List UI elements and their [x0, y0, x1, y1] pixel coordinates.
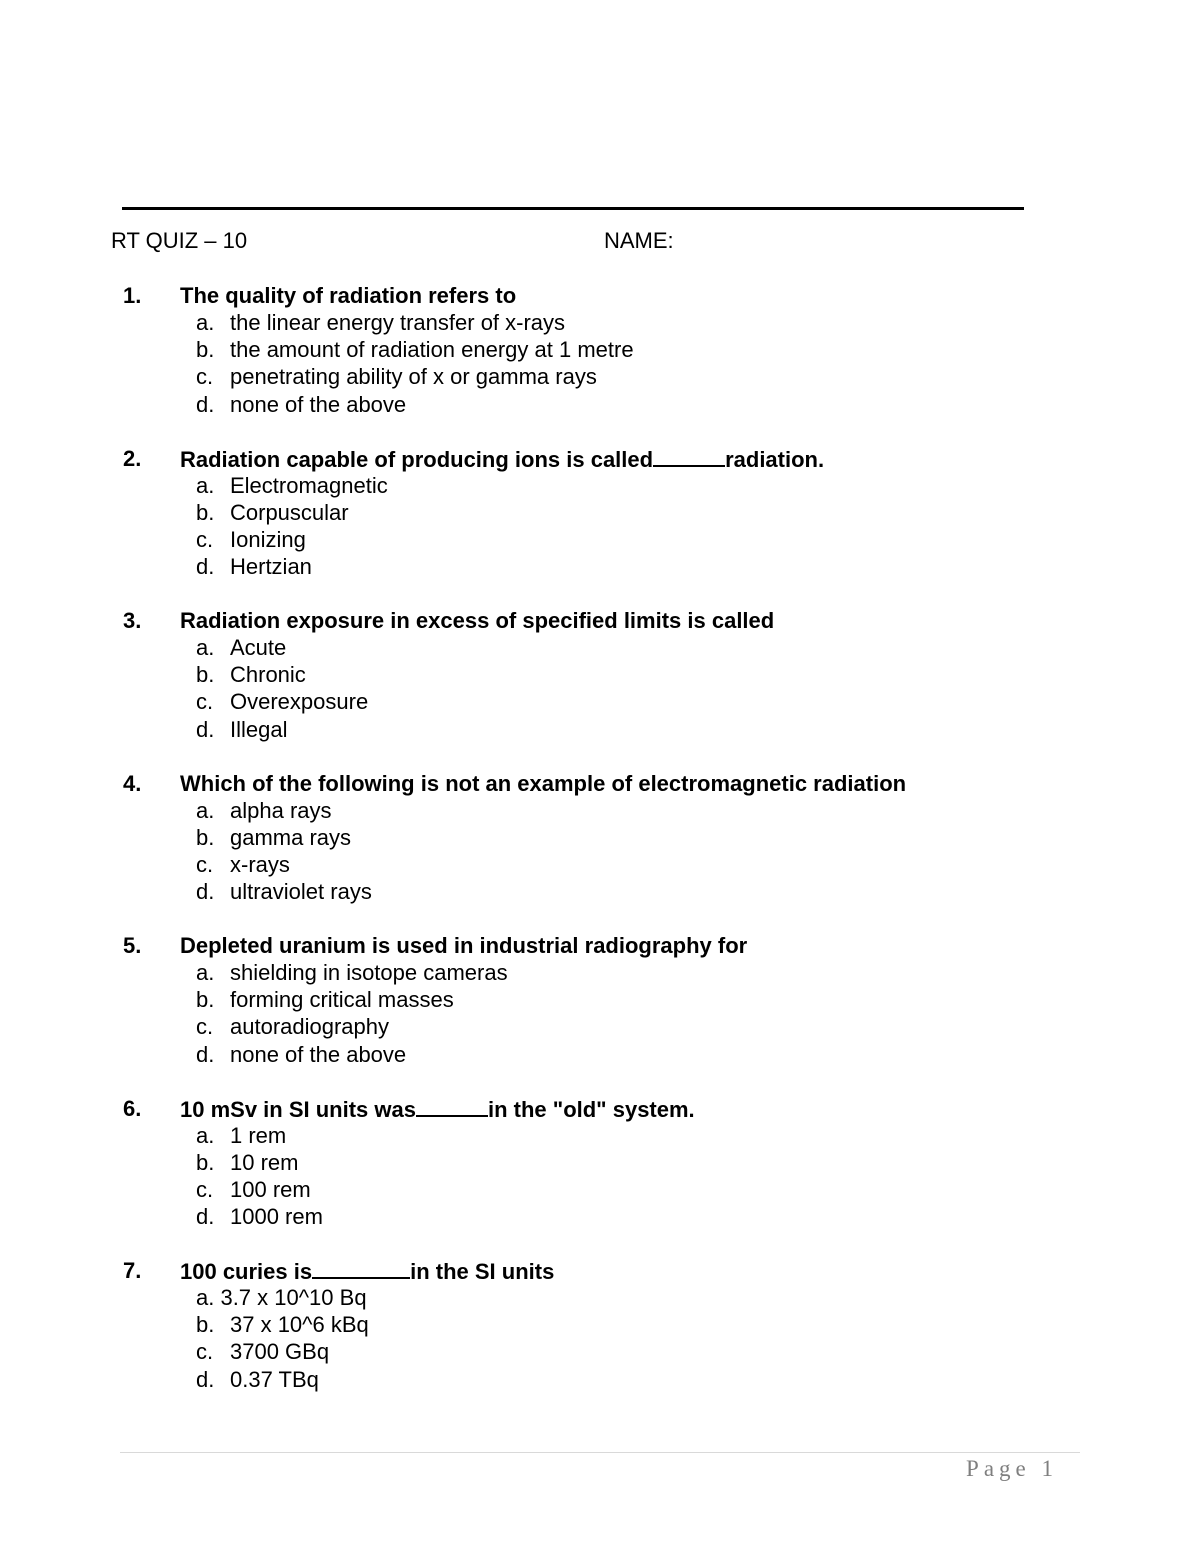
question-number: 1.: [123, 283, 142, 308]
option-letter: b.: [196, 1149, 215, 1175]
option-letter: b.: [196, 1312, 215, 1338]
option-text: the linear energy transfer of x-rays: [230, 310, 566, 335]
option-letter: a.: [196, 472, 215, 498]
option-letter: d.: [196, 716, 215, 742]
question-text-after-blank: in the SI units: [410, 1259, 555, 1284]
option-letter: a.: [196, 1122, 215, 1148]
option-letter: a.: [196, 310, 215, 335]
option-letter: a.: [196, 960, 215, 985]
option-text: Corpuscular: [230, 499, 349, 525]
option-letter: d.: [196, 554, 215, 580]
option-text: autoradiography: [230, 1014, 390, 1040]
option-letter: c.: [196, 1339, 214, 1365]
option-text: Electromagnetic: [230, 472, 388, 498]
question-text-after-blank: radiation.: [725, 446, 825, 472]
option-text: Hertzian: [230, 554, 312, 580]
question-number: 4.: [123, 770, 142, 796]
page-number: Page 1: [966, 1456, 1058, 1481]
quiz-header: [111, 228, 1031, 256]
answer-blank: [312, 1257, 410, 1279]
option-letter: b.: [196, 499, 215, 525]
option-letter: b.: [196, 824, 215, 850]
option-letter: c.: [196, 526, 214, 552]
question-number: 6.: [123, 1095, 142, 1121]
answer-blank: [416, 1095, 488, 1117]
footer-divider: [120, 1452, 1080, 1453]
question-text: [180, 1095, 695, 1123]
option-letter: b.: [196, 662, 215, 688]
option-letter: c.: [196, 1176, 214, 1202]
option-letter: d.: [196, 879, 215, 905]
question-text: Radiation exposure in excess of specified limits is called: [180, 608, 775, 633]
option-letter: a.: [196, 797, 215, 823]
question-4: [0, 770, 1200, 933]
option-text: 1 rem: [230, 1122, 287, 1148]
question-list: [0, 282, 1200, 1420]
question-3: [0, 607, 1200, 770]
question-text: Which of the following is not an example of electromagnetic radiation: [180, 770, 907, 796]
option-text: gamma rays: [230, 824, 352, 850]
name-label: NAME:: [604, 228, 674, 253]
option-letter: c.: [196, 364, 214, 390]
option-text: 1000 rem: [230, 1204, 323, 1230]
option-text: alpha rays: [230, 797, 332, 823]
option-text: a. 3.7 x 10^10 Bq: [196, 1285, 367, 1310]
question-text-before-blank: 10 mSv in SI units was: [180, 1096, 416, 1122]
question-number: 7.: [123, 1258, 142, 1283]
option-text: 100 rem: [230, 1176, 311, 1202]
option-letter: d.: [196, 1366, 215, 1392]
option-letter: a.: [196, 635, 215, 660]
quiz-title: RT QUIZ – 10: [111, 228, 248, 253]
question-2: [0, 445, 1200, 608]
question-number: 3.: [123, 608, 142, 633]
option-text: Overexposure: [230, 689, 369, 715]
answer-blank: [653, 445, 725, 467]
option-text: Chronic: [230, 662, 306, 688]
option-letter: d.: [196, 1041, 215, 1067]
option-text: 0.37 TBq: [230, 1366, 319, 1392]
option-text: 37 x 10^6 kBq: [230, 1312, 369, 1338]
option-text: shielding in isotope cameras: [230, 960, 508, 985]
option-text: none of the above: [230, 391, 407, 417]
question-text: [180, 1257, 554, 1285]
question-1: [0, 282, 1200, 445]
option-letter: c.: [196, 1014, 214, 1040]
option-letter: b.: [196, 337, 215, 363]
question-number: 5.: [123, 933, 142, 958]
option-text: Acute: [230, 635, 287, 660]
option-text: 10 rem: [230, 1149, 299, 1175]
option-letter: c.: [196, 689, 214, 715]
option-text: 3700 GBq: [230, 1339, 330, 1365]
option-text: x-rays: [230, 851, 290, 877]
option-text: Illegal: [230, 716, 288, 742]
option-letter: b.: [196, 987, 215, 1013]
option-text: forming critical masses: [230, 987, 454, 1013]
question-text: The quality of radiation refers to: [180, 283, 517, 308]
option-text: Ionizing: [230, 526, 306, 552]
question-text-before-blank: 100 curies is: [180, 1259, 313, 1284]
question-7: [0, 1257, 1200, 1420]
question-text-before-blank: Radiation capable of producing ions is called: [180, 446, 654, 472]
option-letter: d.: [196, 391, 215, 417]
question-text-after-blank: in the "old" system.: [487, 1096, 695, 1122]
question-6: [0, 1095, 1200, 1258]
header-divider: [122, 207, 1024, 210]
option-text: the amount of radiation energy at 1 metre: [230, 337, 634, 363]
question-text: Depleted uranium is used in industrial radiography for: [180, 933, 748, 958]
option-letter: d.: [196, 1204, 215, 1230]
question-number: 2.: [123, 445, 142, 471]
option-text: penetrating ability of x or gamma rays: [230, 364, 597, 390]
option-letter: c.: [196, 851, 214, 877]
question-text: [180, 445, 824, 473]
question-5: [0, 932, 1200, 1095]
option-text: ultraviolet rays: [230, 879, 372, 905]
option-text: none of the above: [230, 1041, 407, 1067]
